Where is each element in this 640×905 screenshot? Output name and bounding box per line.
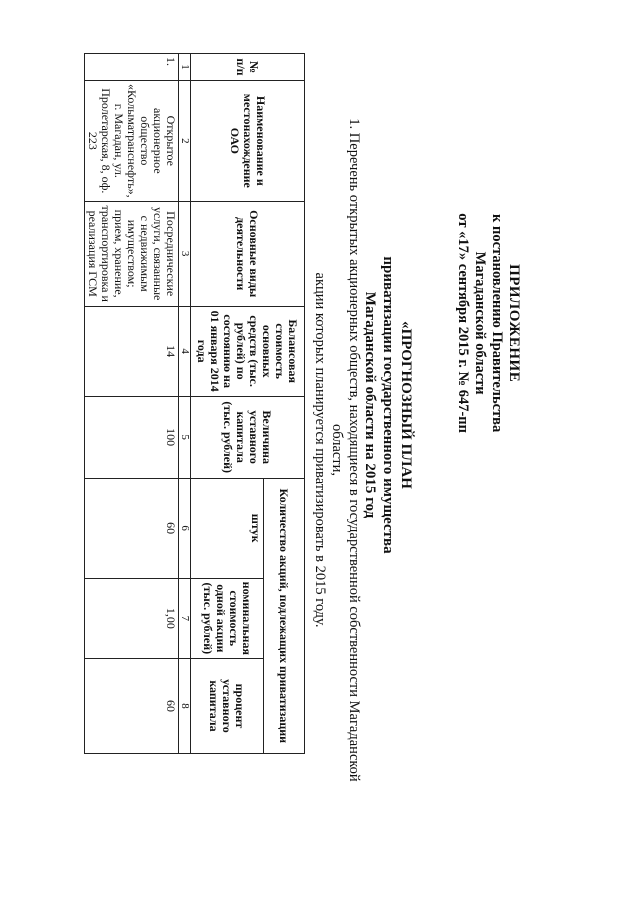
row-activity: Посреднические услуги, связанные с недвижимым имуществом; прием, хранение, транспортировка и реализация ГСМ bbox=[85, 201, 179, 306]
header-percent: процент уставного капитала bbox=[191, 658, 264, 753]
plan-title: «ПРОГНОЗНЫЙ ПЛАН bbox=[398, 321, 414, 489]
column-number: 2 bbox=[179, 81, 191, 202]
appendix-line-1: к постановлению Правительства bbox=[489, 214, 505, 433]
column-number: 1 bbox=[179, 54, 191, 81]
row-no: 1. bbox=[85, 54, 179, 81]
column-number: 6 bbox=[179, 478, 191, 578]
header-pieces: штук bbox=[191, 478, 264, 578]
intro-paragraph bbox=[311, 100, 362, 800]
table-row bbox=[85, 54, 179, 754]
row-company-name: Открытое акционерное общество «Колыматранснефть», г. Магадан, ул. Пролетарская, 8, оф. 223 bbox=[85, 81, 179, 202]
appendix-title: ПРИЛОЖЕНИЕ bbox=[506, 264, 522, 383]
column-number: 8 bbox=[179, 658, 191, 753]
row-balance: 14 bbox=[85, 306, 179, 396]
joint-stock-companies-table bbox=[84, 53, 305, 754]
column-number: 7 bbox=[179, 578, 191, 658]
column-number: 3 bbox=[179, 201, 191, 306]
header-row bbox=[264, 54, 305, 754]
column-number: 5 bbox=[179, 396, 191, 478]
plan-heading bbox=[361, 225, 415, 585]
header-no: № п/п bbox=[191, 54, 305, 81]
appendix-block bbox=[454, 213, 522, 433]
header-nominal: номинальная стоимость одной акции (тыс. рублей) bbox=[191, 578, 264, 658]
header-balance: Балансовая стоимость основных средств (тыс. рублей) по состоянию на 01 января 2014 года bbox=[191, 306, 305, 396]
header-shares-group: Количество акций, подлежащих приватизации bbox=[264, 478, 305, 753]
appendix-line-3: от «17» сентября 2015 г. № 647-пп bbox=[455, 213, 471, 433]
intro-line-1: 1. Перечень открытых акционерных обществ, находящиеся в государственной собственности Магаданской области, bbox=[329, 118, 362, 782]
row-capital: 100 bbox=[85, 396, 179, 478]
header-activity: Основные виды деятельности bbox=[191, 201, 305, 306]
column-number: 4 bbox=[179, 306, 191, 396]
column-numbers-row bbox=[179, 54, 191, 754]
row-nominal: 1,00 bbox=[85, 578, 179, 658]
header-capital: Величина уставного капитала (тыс. рублей) bbox=[191, 396, 305, 478]
header-name: Наименование и местонахождение ОАО bbox=[191, 81, 305, 202]
intro-line-2: акции которых планируется приватизировать в 2015 году. bbox=[312, 272, 328, 628]
row-percent: 60 bbox=[85, 658, 179, 753]
appendix-line-2: Магаданской области bbox=[472, 251, 488, 395]
plan-subtitle: приватизации государственного имущества Магаданской области на 2015 год bbox=[362, 256, 396, 554]
row-pieces: 60 bbox=[85, 478, 179, 578]
